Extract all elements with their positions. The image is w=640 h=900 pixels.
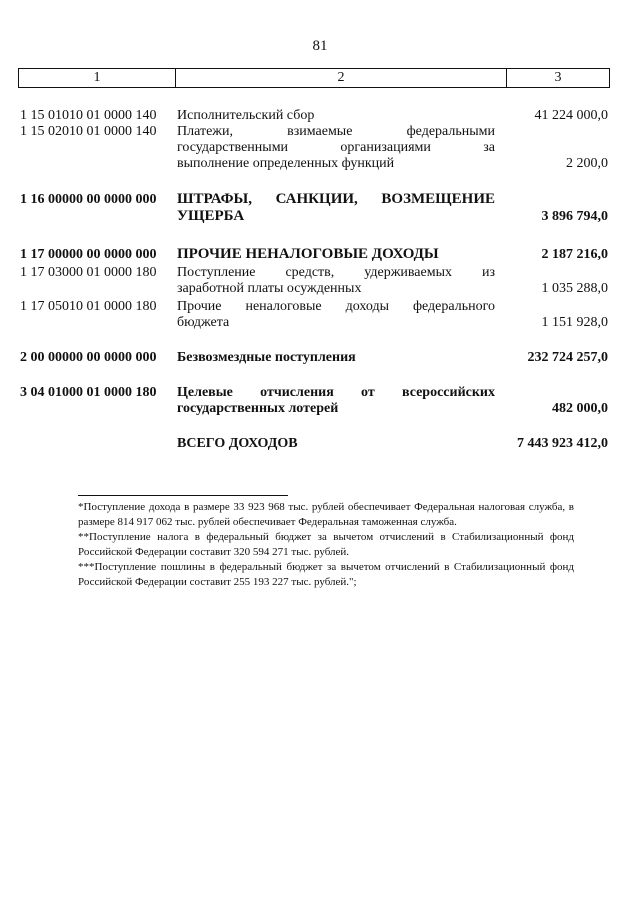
row-code: 1 17 00000 00 0000 000 [20,247,157,262]
row-text: Безвозмездные поступления [177,350,356,365]
footnote-3: ***Поступление пошлины в федеральный бюджет за вычетом отчислений в Стабилизационный фонд Российской Федерации составит 255 193 227 тыс. рублей."; [78,561,574,588]
row-code: 1 16 00000 00 0000 000 [20,192,157,207]
row-code: 1 15 02010 01 0000 140 [20,124,157,139]
row-text: Целевые отчисления от всероссийских [177,385,495,400]
row-text: Исполнительский сбор [177,108,315,123]
row-code: 3 04 01000 01 0000 180 [20,385,157,400]
total-label: ВСЕГО ДОХОДОВ [177,436,298,451]
row-amount: 1 035 288,0 [541,281,608,296]
footnote-divider [78,495,288,496]
row-code: 1 17 05010 01 0000 180 [20,299,157,314]
row-amount: 3 896 794,0 [541,209,608,224]
row-text: Платежи, взимаемые федеральными [177,124,495,139]
row-text: государственных лотерей [177,401,339,416]
row-code: 2 00 00000 00 0000 000 [20,350,157,365]
row-code: 1 15 01010 01 0000 140 [20,108,157,123]
row-amount: 1 151 928,0 [541,315,608,330]
table-header [18,68,610,88]
header-col-2: 2 [176,69,507,87]
row-amount: 482 000,0 [552,401,608,416]
row-text: выполнение определенных функций [177,156,395,171]
row-text: УЩЕРБА [177,208,245,224]
row-text: заработной платы осужденных [177,281,362,296]
footnote-1: *Поступление дохода в размере 33 923 968 тыс. рублей обеспечивает Федеральная налоговая служба, в размере 814 917 062 тыс. рублей обеспечивает Федеральная таможенная служба. [78,501,574,528]
row-amount: 2 200,0 [566,156,608,171]
footnote-2: **Поступление налога в федеральный бюджет за вычетом отчислений в Стабилизационный фонд Российской Федерации составит 320 594 271 тыс. рублей. [78,531,574,558]
row-text: государственными организациями за [177,140,495,155]
header-col-1: 1 [19,69,176,87]
row-amount: 41 224 000,0 [534,108,608,123]
page-number: 81 [312,38,328,54]
row-code: 1 17 03000 01 0000 180 [20,265,157,280]
row-text: ПРОЧИЕ НЕНАЛОГОВЫЕ ДОХОДЫ [177,246,439,262]
header-col-3: 3 [554,70,562,85]
total-amount: 7 443 923 412,0 [517,436,608,451]
row-text: Прочие неналоговые доходы федерального [177,299,495,314]
row-amount: 2 187 216,0 [541,247,608,262]
row-text: Поступление средств, удерживаемых из [177,265,495,280]
row-text: ШТРАФЫ, САНКЦИИ, ВОЗМЕЩЕНИЕ [177,191,495,207]
row-text: бюджета [177,315,230,330]
row-amount: 232 724 257,0 [527,350,608,365]
